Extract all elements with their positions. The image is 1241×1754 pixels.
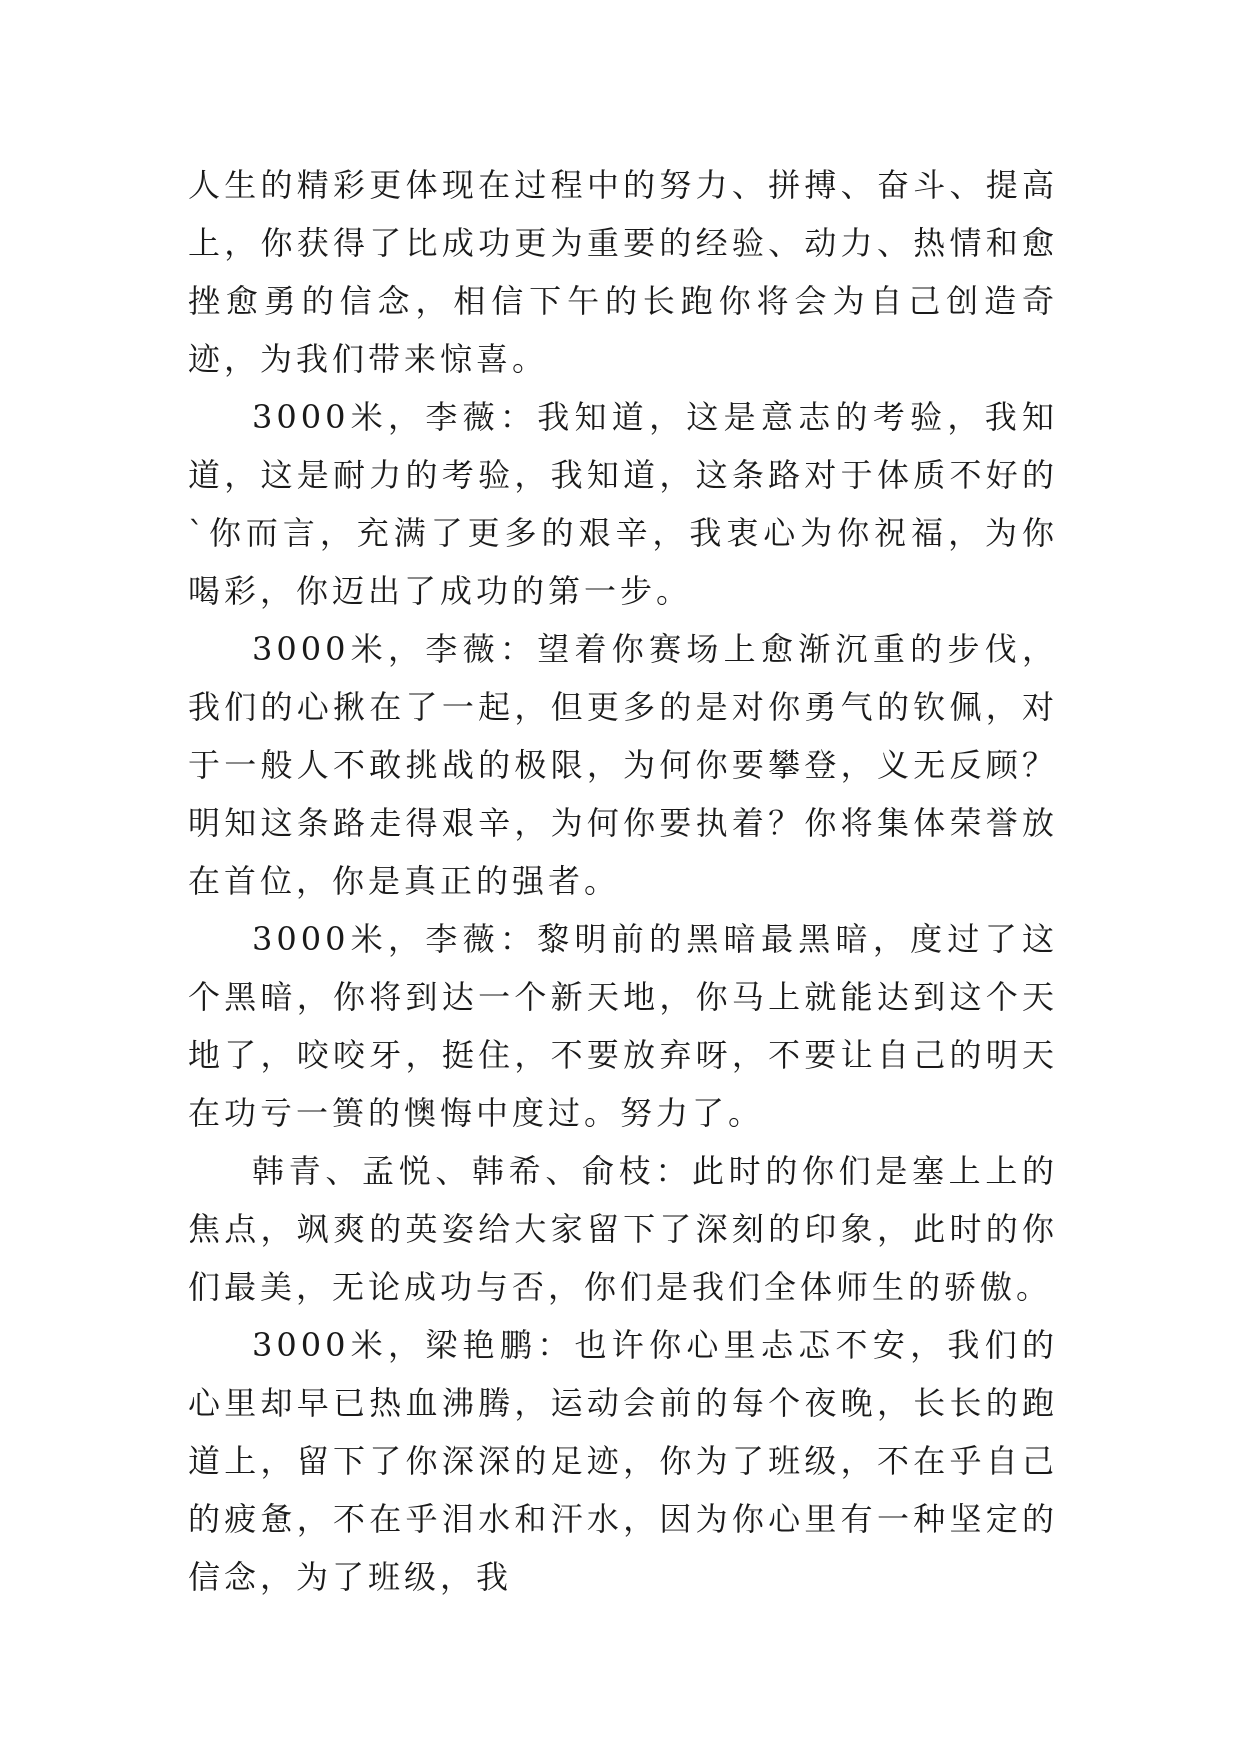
paragraph-2: 3000米，李薇：我知道，这是意志的考验，我知道，这是耐力的考验，我知道，这条路对于体质不好的`你而言，充满了更多的艰辛，我衷心为你祝福，为你喝彩，你迈出了成功的第一步。: [188, 398, 1058, 610]
document-body: [188, 156, 1058, 1606]
paragraph-3: 3000米，李薇：望着你赛场上愈渐沉重的步伐，我们的心揪在了一起，但更多的是对你勇气的钦佩，对于一般人不敢挑战的极限，为何你要攀登，义无反顾？明知这条路走得艰辛，为何你要执着？你将集体荣誉放在首位，你是真正的强者。: [188, 630, 1058, 900]
paragraph-1: 人生的精彩更体现在过程中的努力、拼搏、奋斗、提高上，你获得了比成功更为重要的经验、动力、热情和愈挫愈勇的信念，相信下午的长跑你将会为自己创造奇迹，为我们带来惊喜。: [188, 166, 1058, 378]
paragraph-6: 3000米，梁艳鹏：也许你心里忐忑不安，我们的心里却早已热血沸腾，运动会前的每个夜晚，长长的跑道上，留下了你深深的足迹，你为了班级，不在乎自己的疲惫，不在乎泪水和汗水，因为你心里有一种坚定的信念，为了班级，我: [188, 1326, 1058, 1596]
paragraph-4: 3000米，李薇：黎明前的黑暗最黑暗，度过了这个黑暗，你将到达一个新天地，你马上就能达到这个天地了，咬咬牙，挺住，不要放弃呀，不要让自己的明天在功亏一篑的懊悔中度过。努力了。: [188, 920, 1058, 1132]
paragraph-5: 韩青、孟悦、韩希、俞枝：此时的你们是塞上上的焦点，飒爽的英姿给大家留下了深刻的印象，此时的你们最美，无论成功与否，你们是我们全体师生的骄傲。: [188, 1152, 1058, 1306]
